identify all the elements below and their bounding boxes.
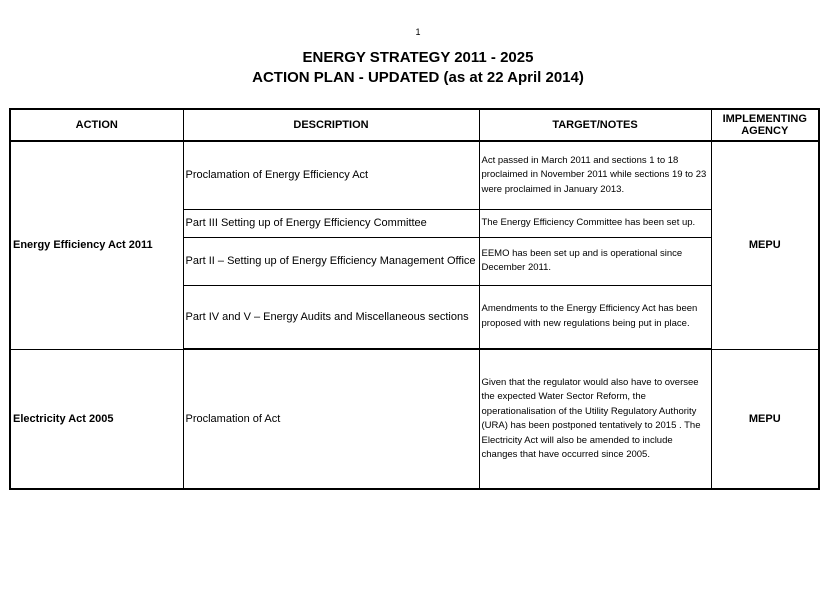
agency-cell: MEPU [711, 141, 819, 349]
table-row [10, 349, 819, 489]
notes-cell: Given that the regulator would also have to oversee the expected Water Sector Reform, the operationalisation of the Utility Regulatory Authority (URA) has been postponed tentatively to 2015 . The Electricity Act will also be amended to include changes that have occurred since 2005. [479, 349, 711, 489]
notes-cell: Act passed in March 2011 and sections 1 to 18 proclaimed in November 2011 while sections 19 to 23 were proclaimed in January 2013. [479, 141, 711, 209]
page-number: 1 [415, 27, 421, 37]
action-cell: Electricity Act 2005 [10, 349, 183, 489]
description-cell: Part II – Setting up of Energy Efficiency Management Office [183, 237, 479, 285]
header-description: DESCRIPTION [183, 109, 479, 141]
description-cell: Proclamation of Energy Efficiency Act [183, 141, 479, 209]
description-cell: Part IV and V – Energy Audits and Miscellaneous sections [183, 285, 479, 349]
description-cell: Part III Setting up of Energy Efficiency Committee [183, 209, 479, 237]
header-action: ACTION [10, 109, 183, 141]
header-row [10, 109, 819, 141]
header-implementing-agency: IMPLEMENTING AGENCY [711, 109, 819, 141]
document-subtitle: ACTION PLAN - UPDATED (as at 22 April 2014) [252, 69, 584, 86]
action-plan-table [9, 108, 820, 490]
table-row [10, 141, 819, 209]
notes-cell: EEMO has been set up and is operational since December 2011. [479, 237, 711, 285]
action-cell: Energy Efficiency Act 2011 [10, 141, 183, 349]
header-target-notes: TARGET/NOTES [479, 109, 711, 141]
notes-cell: Amendments to the Energy Efficiency Act has been proposed with new regulations being put in place. [479, 285, 711, 349]
agency-cell: MEPU [711, 349, 819, 489]
document-title: ENERGY STRATEGY 2011 - 2025 [302, 49, 534, 66]
description-cell: Proclamation of Act [183, 349, 479, 489]
notes-cell: The Energy Efficiency Committee has been set up. [479, 209, 711, 237]
